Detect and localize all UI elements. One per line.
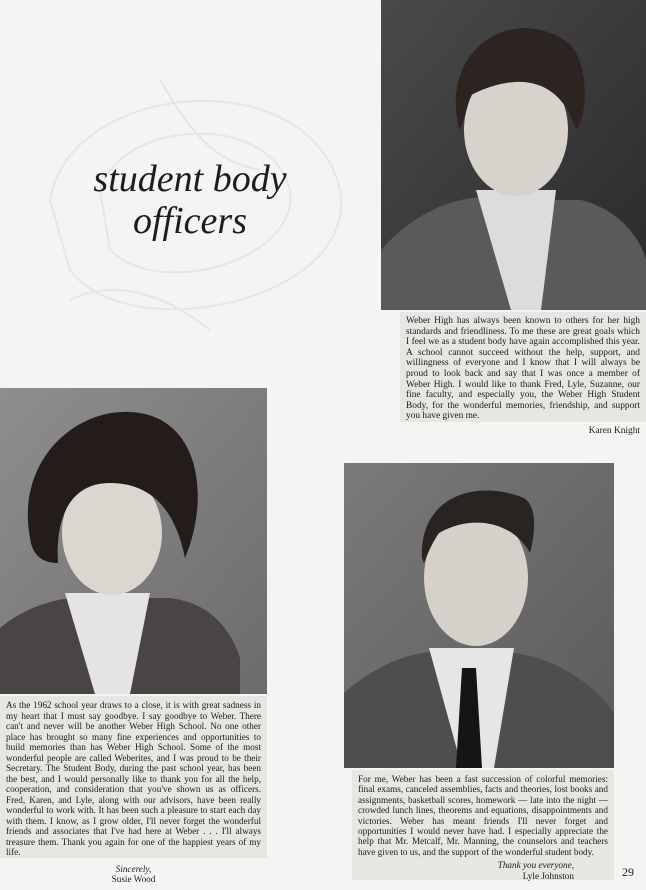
portrait-photo-lyle xyxy=(344,463,614,768)
caption-text: For me, Weber has been a fast succession of colorful memories: final exams, canceled assemblies, facts and theories, lost books and assignments, basketball scores, homework — late into the night — crowded lunch lines, theorems and equations, disappointments and victories. Weber has meant friends I'll never forget and opportunities I would never have had. I especially appreciate the help that Mr. Metcalf, Mr. Manning, the counselors and teachers have given to us, and the support of the wonderful student body. xyxy=(358,774,608,857)
page-number: 29 xyxy=(622,865,634,879)
signature-block xyxy=(358,860,608,881)
closing-line: Thank you everyone, xyxy=(497,860,574,871)
page-title xyxy=(70,158,310,242)
title-line-2: officers xyxy=(133,200,247,242)
signature-name: Susie Wood xyxy=(111,874,156,884)
signature-name: Karen Knight xyxy=(588,425,640,436)
caption-karen xyxy=(400,312,646,436)
portrait-photo-karen xyxy=(381,0,646,310)
title-line-1: student body xyxy=(93,158,287,200)
signature-block xyxy=(6,864,261,885)
closing-line: Sincerely, xyxy=(115,863,152,874)
caption-lyle xyxy=(352,770,614,880)
signature-name: Lyle Johnston xyxy=(522,870,574,881)
portrait-photo-susie xyxy=(0,388,267,694)
caption-susie xyxy=(0,696,267,884)
caption-text: As the 1962 school year draws to a close, it is with great sadness in my heart that I must say goodbye. I say goodbye to Weber. There can't and never will be another Weber High School. No one other place has brought so many fine experiences and opportunities to build memories than has Weber High School. Some of the most wonderful people are called Weberites, and I was proud to be their Secretary. The Student Body, during the past school year, has been the best, and I would personally like to thank you for all the help, cooperation, and consideration that you've shown us as officers. Fred, Karen, and Lyle, along with our advisors, have been really wonderful to work with. It has been such a pleasure to start each day with them. I know, as I grow older, I'll never forget the wonderful friends and associates that I've had here at Weber . . . I'll always treasure them. Thank you again for one of the happiest years of my life. xyxy=(6,700,261,857)
caption-text: Weber High has always been known to others for her high standards and friendliness. To me these are great goals which I feel we as a student body have again accomplished this year. A school cannot succeed without the help, support, and willingness of everyone and I know that I will always be proud to look back and say that I was once a member of Weber High. I would like to thank Fred, Lyle, Suzanne, our fine faculty, and especially you, the Weber High Student Body, for the wonderful memories, friendship, and support you have given me. xyxy=(406,316,640,422)
